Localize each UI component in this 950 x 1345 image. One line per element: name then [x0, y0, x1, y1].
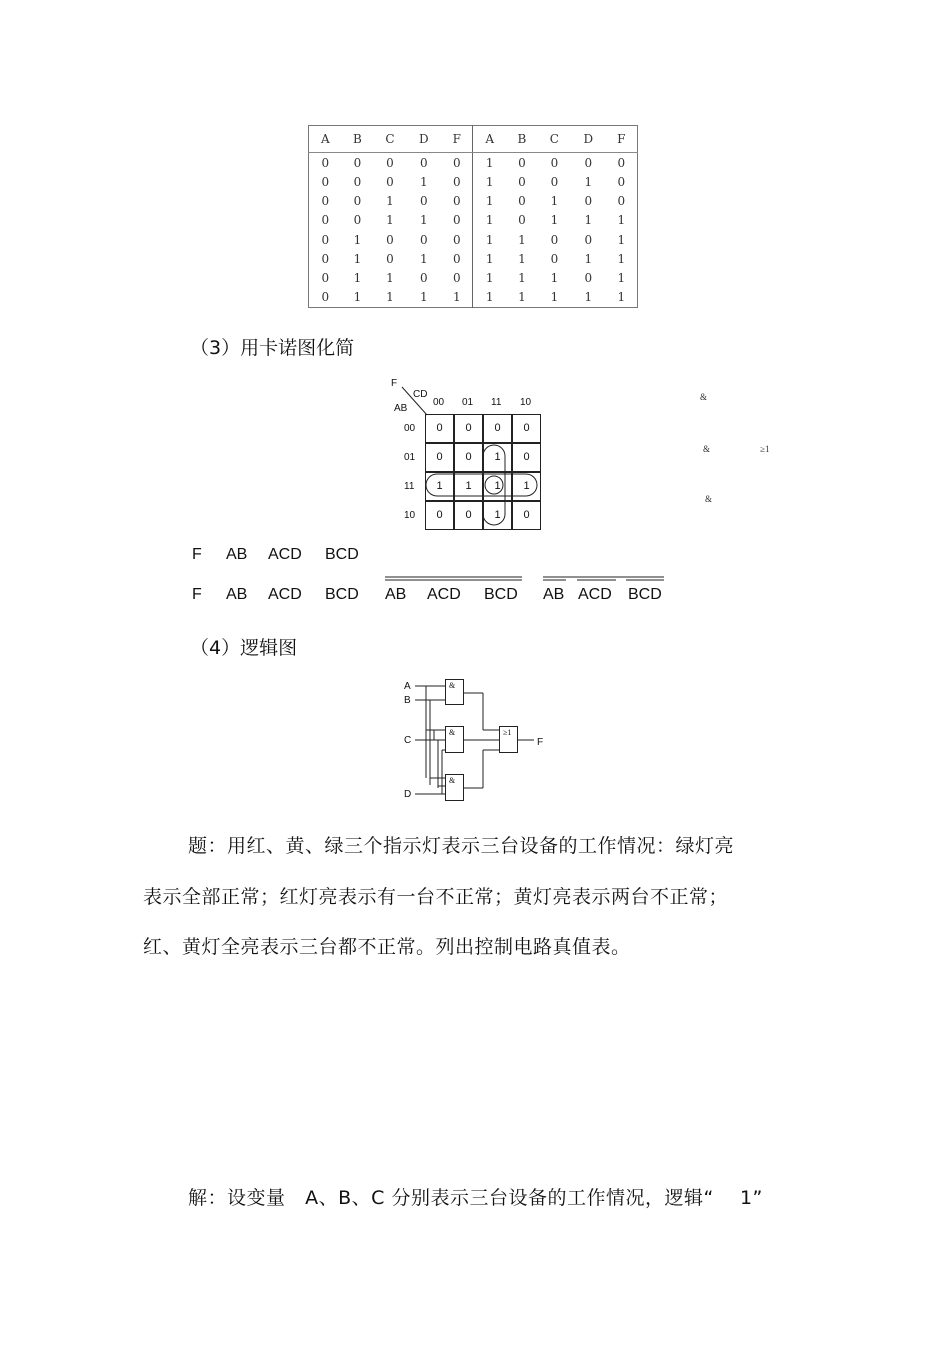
truth-table-cell: 0	[617, 155, 626, 170]
truth-table-cell: 1	[473, 191, 506, 210]
truth-table-header-cell: B	[506, 126, 538, 153]
truth-table-cell: 1	[473, 172, 506, 191]
kmap-cell: 0	[454, 501, 483, 530]
truth-table-cell: 1	[386, 213, 394, 228]
input-c-label: C	[404, 735, 412, 746]
section-3-title: （3）用卡诺图化简	[190, 337, 355, 359]
truth-table-cell: 0	[419, 194, 428, 209]
problem-line-1: 题：用红、黄、绿三个指示灯表示三台设备的工作情况：绿灯亮	[188, 835, 735, 857]
kmap-cell: 1	[483, 472, 512, 501]
truth-table-cell: 0	[452, 194, 461, 209]
truth-table-cell: 1	[386, 271, 394, 286]
truth-table-cell: 0	[386, 232, 394, 247]
truth-table-cell: 1	[550, 194, 559, 209]
kmap-cell: 1	[483, 443, 512, 472]
table-row	[309, 268, 638, 287]
truth-table-cell: 0	[419, 155, 428, 170]
truth-table-cell: 0	[353, 155, 362, 170]
truth-table-cell: 1	[518, 290, 526, 305]
kmap-cell: 0	[483, 414, 512, 443]
truth-table-cell: 1	[473, 153, 506, 173]
table-row	[309, 249, 638, 268]
kmap-cell: 0	[454, 414, 483, 443]
eq1-f: F	[192, 546, 202, 563]
truth-table-cell: 0	[386, 155, 394, 170]
kmap-row-header: 01	[404, 452, 416, 463]
input-d-label: D	[404, 789, 412, 800]
truth-table-cell: 0	[452, 213, 461, 228]
truth-table-cell: 1	[473, 249, 506, 268]
truth-table-header-cell: B	[342, 126, 374, 153]
truth-table-cell: 1	[584, 213, 593, 228]
kmap-cell: 0	[425, 501, 454, 530]
truth-table-cell: 1	[473, 288, 506, 308]
truth-table-cell: 0	[452, 232, 461, 247]
truth-table-cell: 0	[550, 232, 559, 247]
side-and-symbol-2: &	[703, 444, 711, 454]
eq2-f: F	[192, 586, 202, 603]
kmap-row-header: 00	[404, 423, 416, 434]
truth-table-cell: 1	[550, 271, 559, 286]
truth-table-header	[309, 126, 638, 153]
truth-table-cell: 0	[550, 251, 559, 266]
table-row	[309, 191, 638, 210]
truth-table-cell: 0	[518, 155, 526, 170]
truth-table-header-cell: D	[406, 126, 441, 153]
eq2-not-ab: AB	[385, 586, 407, 603]
kmap-groupings	[420, 440, 550, 530]
truth-table-header-cell: F	[606, 126, 638, 153]
truth-table-cell: 1	[617, 290, 626, 305]
side-and-symbol-3: &	[705, 494, 713, 504]
or-gate: ≥1	[499, 726, 518, 753]
truth-table-cell: 1	[452, 290, 461, 305]
truth-table-header-cell: F	[441, 126, 473, 153]
truth-table-cell: 1	[617, 232, 626, 247]
truth-table-cell: 1	[386, 290, 394, 305]
truth-table-header-cell: C	[538, 126, 571, 153]
kmap-column-header: 00	[433, 397, 445, 408]
truth-table-cell: 0	[452, 155, 461, 170]
truth-table-cell: 0	[452, 271, 461, 286]
kmap-cell: 1	[425, 472, 454, 501]
truth-table-cell: 1	[584, 290, 593, 305]
input-b-label: B	[404, 695, 411, 706]
table-row	[309, 230, 638, 249]
and-gate-1: &	[445, 679, 464, 705]
truth-table-cell: 0	[419, 232, 428, 247]
truth-table-header-cell: C	[373, 126, 406, 153]
kmap-row-header: 11	[404, 481, 415, 492]
problem-line-2: 表示全部正常；红灯亮表示有一台不正常；黄灯亮表示两台不正常；	[143, 886, 729, 908]
truth-table-cell: 0	[584, 232, 593, 247]
truth-table-cell: 0	[321, 290, 330, 305]
truth-table-header-cell: A	[473, 126, 506, 153]
eq1-term-bcd: BCD	[325, 546, 359, 563]
solution-line-1: 解：设变量 A、B、C 分别表示三台设备的工作情况，逻辑“ 1”	[188, 1187, 763, 1209]
kmap-cell: 0	[512, 414, 541, 443]
eq2-not-bcd: BCD	[484, 586, 518, 603]
truth-table-cell: 1	[584, 174, 593, 189]
truth-table-cell: 1	[518, 271, 526, 286]
eq2-term-ab: AB	[226, 586, 248, 603]
truth-table-cell: 0	[321, 213, 330, 228]
truth-table-cell: 1	[617, 213, 626, 228]
truth-table-cell: 0	[386, 174, 394, 189]
eq2-overbars	[380, 575, 670, 587]
truth-table-cell: 0	[452, 251, 461, 266]
truth-table-cell: 0	[321, 271, 330, 286]
kmap-column-header: 11	[491, 397, 502, 408]
truth-table-cell: 0	[321, 251, 330, 266]
truth-table-cell: 0	[518, 213, 526, 228]
truth-table-cell: 0	[353, 194, 362, 209]
eq2-nand-acd: ACD	[578, 586, 612, 603]
truth-table-cell: 1	[386, 194, 394, 209]
table-row	[309, 153, 638, 173]
truth-table-cell: 1	[353, 271, 362, 286]
truth-table-cell: 0	[518, 194, 526, 209]
truth-table-cell: 1	[353, 232, 362, 247]
truth-table-cell: 1	[518, 251, 526, 266]
side-and-symbol-1: &	[700, 392, 708, 402]
truth-table-body	[309, 153, 638, 308]
truth-table-cell: 0	[550, 174, 559, 189]
kmap-f-label: F	[391, 378, 398, 389]
truth-table-cell: 1	[419, 213, 428, 228]
truth-table-cell: 0	[584, 194, 593, 209]
truth-table-cell: 1	[419, 174, 428, 189]
eq2-term-bcd: BCD	[325, 586, 359, 603]
side-or-symbol: ≥1	[760, 444, 770, 454]
kmap-column-header: 10	[520, 397, 532, 408]
truth-table-header-cell: D	[571, 126, 606, 153]
truth-table-cell: 1	[584, 251, 593, 266]
and-gate-2: &	[445, 726, 464, 753]
truth-table-cell: 0	[584, 271, 593, 286]
kmap-cell: 1	[454, 472, 483, 501]
and-gate-3: &	[445, 774, 464, 801]
kmap-group-column	[483, 445, 505, 525]
kmap-cell: 0	[425, 414, 454, 443]
truth-table-cell: 1	[518, 232, 526, 247]
truth-table-cell: 1	[353, 251, 362, 266]
truth-table-cell: 1	[617, 271, 626, 286]
eq2-nand-bcd: BCD	[628, 586, 662, 603]
truth-table-cell: 1	[473, 268, 506, 287]
kmap-row-header: 10	[404, 510, 416, 521]
table-row	[309, 172, 638, 191]
truth-table-cell: 0	[353, 174, 362, 189]
output-f-label: F	[537, 737, 544, 748]
truth-table-cell: 0	[518, 174, 526, 189]
truth-table-cell: 1	[473, 211, 506, 230]
eq2-not-acd: ACD	[427, 586, 461, 603]
truth-table-cell: 0	[584, 155, 593, 170]
section-4-title: （4）逻辑图	[190, 637, 298, 659]
kmap-corner-diagonal	[400, 385, 430, 417]
truth-table-cell: 1	[550, 290, 559, 305]
kmap-cd-label: CD	[413, 389, 428, 400]
kmap-cell: 0	[425, 443, 454, 472]
kmap-column-header: 01	[462, 397, 474, 408]
input-a-label: A	[404, 681, 411, 692]
truth-table-cell: 0	[617, 174, 626, 189]
kmap-cell: 1	[512, 472, 541, 501]
truth-table-cell: 0	[321, 155, 330, 170]
eq2-nand-ab: AB	[543, 586, 565, 603]
truth-table-cell: 1	[419, 251, 428, 266]
truth-table	[308, 125, 638, 308]
problem-line-3: 红、黄灯全亮表示三台都不正常。列出控制电路真值表。	[143, 936, 631, 958]
truth-table-cell: 0	[353, 213, 362, 228]
truth-table-cell: 0	[419, 271, 428, 286]
kmap-cell: 0	[512, 443, 541, 472]
truth-table-cell: 0	[321, 232, 330, 247]
truth-table-cell: 1	[617, 251, 626, 266]
kmap-cell: 1	[483, 501, 512, 530]
truth-table-cell: 1	[353, 290, 362, 305]
table-row	[309, 211, 638, 230]
kmap-group-center	[485, 476, 503, 494]
truth-table-cell: 0	[550, 155, 559, 170]
truth-table-cell: 0	[617, 194, 626, 209]
truth-table-header-cell: A	[309, 126, 342, 153]
truth-table-cell: 0	[452, 174, 461, 189]
eq2-term-acd: ACD	[268, 586, 302, 603]
truth-table-cell: 0	[386, 251, 394, 266]
truth-table-cell: 0	[321, 194, 330, 209]
truth-table-cell: 1	[473, 230, 506, 249]
kmap-ab-label: AB	[394, 403, 408, 414]
truth-table-cell: 0	[321, 174, 330, 189]
kmap-cell: 0	[512, 501, 541, 530]
eq1-term-acd: ACD	[268, 546, 302, 563]
kmap-cell: 0	[454, 443, 483, 472]
truth-table-cell: 1	[550, 213, 559, 228]
logic-wires	[410, 670, 550, 810]
eq1-term-ab: AB	[226, 546, 248, 563]
kmap-group-row	[426, 474, 537, 496]
truth-table-cell: 1	[419, 290, 428, 305]
table-row	[309, 288, 638, 308]
